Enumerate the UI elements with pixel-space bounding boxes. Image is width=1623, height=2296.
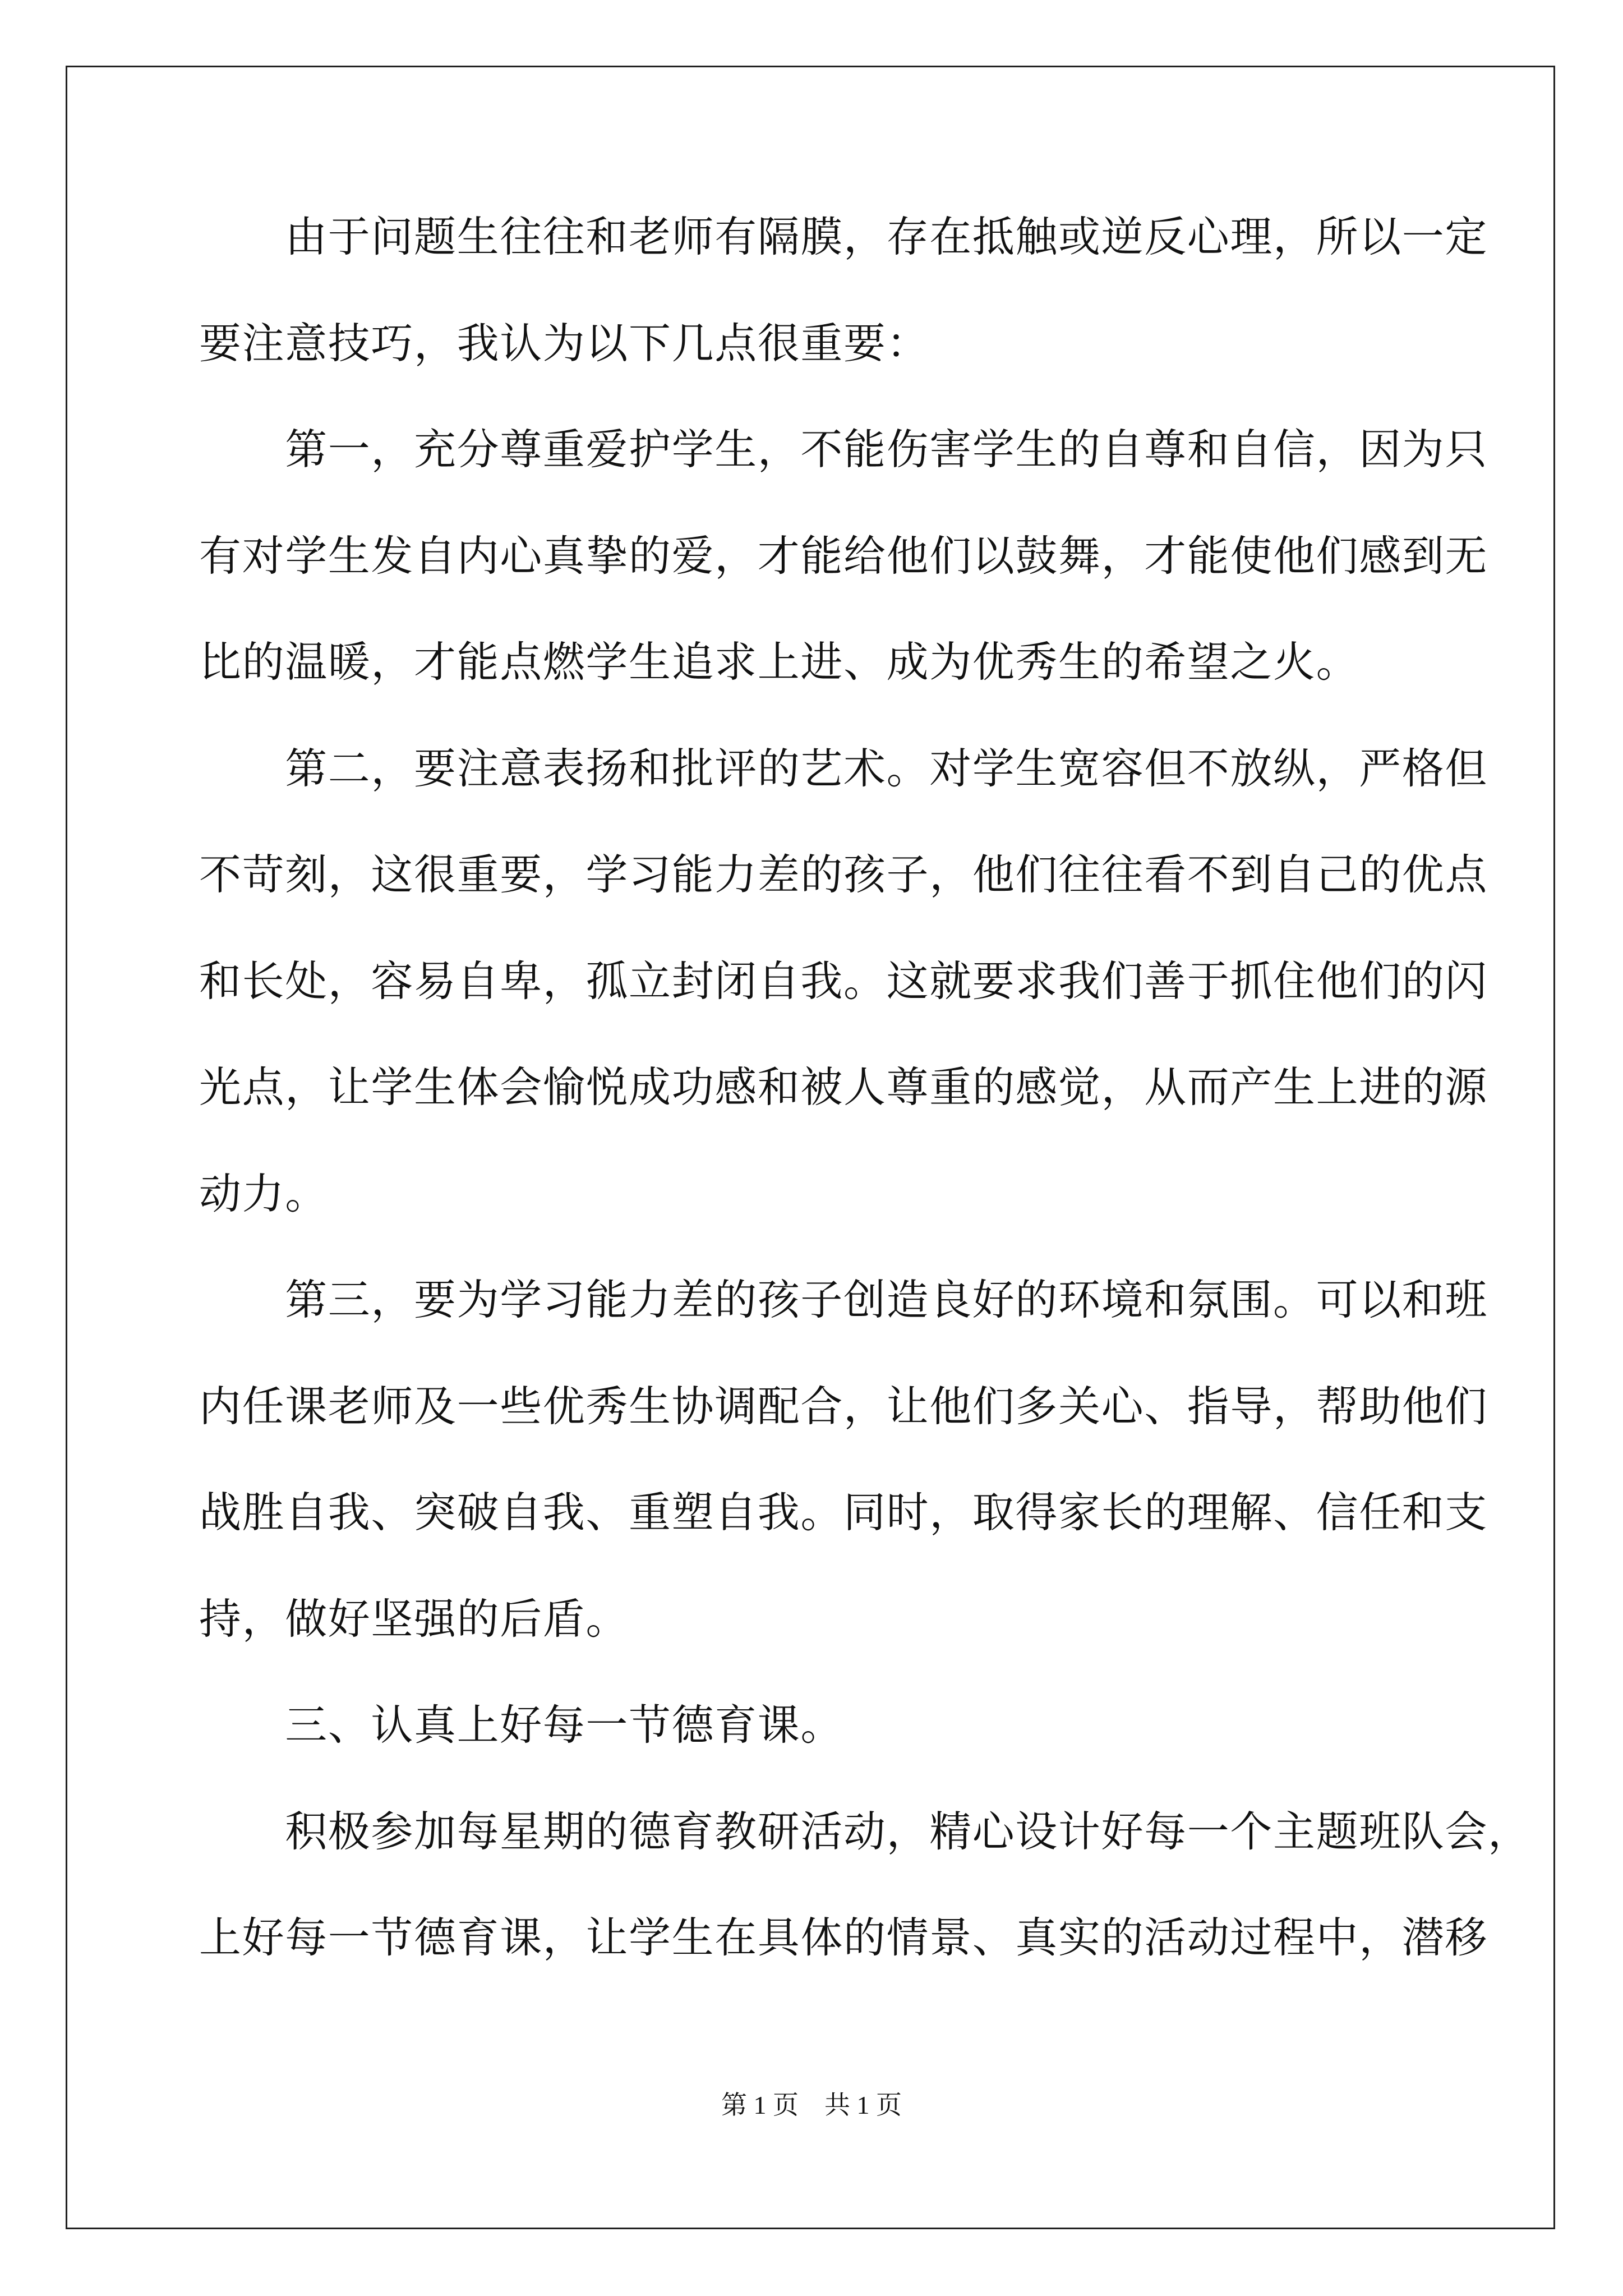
text-line: 第三，要为学习能力差的孩子创造良好的环境和氛围。可以和班 [199, 1275, 1488, 1324]
text-line: 光点，让学生体会愉悦成功感和被人尊重的感觉，从而产生上进的源 [199, 1062, 1488, 1112]
text-line: 内任课老师及一些优秀生协调配合，让他们多关心、指导，帮助他们 [199, 1381, 1488, 1431]
text-line: 三、认真上好每一节德育课。 [199, 1700, 844, 1750]
text-line: 由于问题生往往和老师有隔膜，存在抵触或逆反心理，所以一定 [199, 212, 1488, 261]
text-line: 和长处，容易自卑，孤立封闭自我。这就要求我们善于抓住他们的闪 [199, 956, 1488, 1006]
text-line: 比的温暖，才能点燃学生追求上进、成为优秀生的希望之火。 [199, 637, 1359, 687]
page-footer: 第 1 页 共 1 页 [721, 2091, 902, 2119]
text-line: 有对学生发自内心真挚的爱，才能给他们以鼓舞，才能使他们感到无 [199, 531, 1488, 581]
text-line: 持，做好坚强的后盾。 [199, 1594, 629, 1644]
text-line: 战胜自我、突破自我、重塑自我。同时，取得家长的理解、信任和支 [199, 1488, 1488, 1537]
text-line: 第二，要注意表扬和批评的艺术。对学生宽容但不放纵，严格但 [199, 743, 1488, 793]
document-body [199, 209, 1531, 2016]
text-line: 积极参加每星期的德育教研活动，精心设计好每一个主题班队会， [199, 1806, 1531, 1856]
text-line: 不苛刻，这很重要，学习能力差的孩子，他们往往看不到自己的优点 [199, 850, 1488, 899]
text-line: 上好每一节德育课，让学生在具体的情景、真实的活动过程中，潜移 [199, 1913, 1488, 1962]
text-line: 要注意技巧，我认为以下几点很重要： [199, 318, 930, 368]
text-line: 第一，充分尊重爱护学生，不能伤害学生的自尊和自信，因为只 [199, 425, 1488, 474]
text-line: 动力。 [199, 1168, 328, 1218]
